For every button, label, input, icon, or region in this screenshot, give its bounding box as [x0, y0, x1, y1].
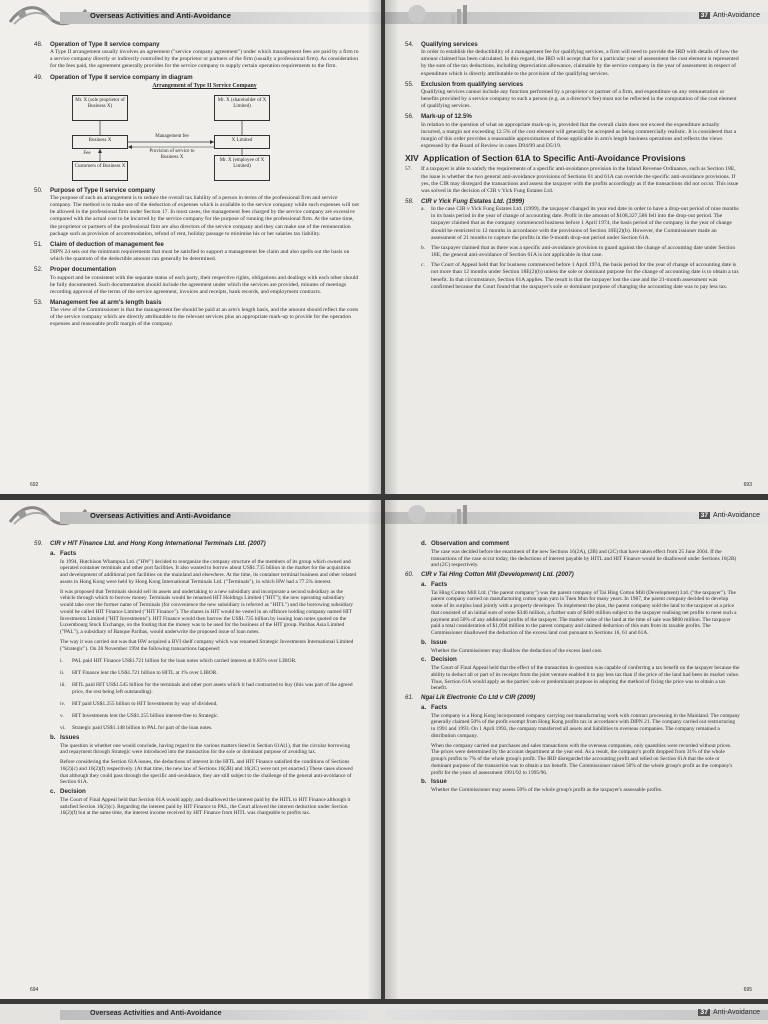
s60-issue-para: Whether the Commissioner may disallow the deduction of the excess land cost.	[431, 647, 603, 654]
decorative-chart-icon	[405, 0, 485, 28]
fee-label: Fee	[83, 150, 91, 156]
page-number: 692	[30, 482, 39, 488]
transaction-item: iv. HIT paid US$1.255 billion to HIT Investments by way of dividend.	[60, 700, 218, 707]
page-694-body	[34, 538, 359, 820]
section-54-text: In order to establish the deductibility of a management fee for qualifying services, a firm will need to provide the IRD with details of how the amount claimed has been calculated. In this regard, the IRD will accept that for a particular year of assessment the cost element is represented by the sum of the tax deductions, including depreciation allowance, claimable by the service company in the year of assessment in respect of expenditure which is directly attributable to the provision of the qualifying services.	[421, 49, 739, 77]
running-header	[0, 500, 381, 530]
section-58b: b. The taxpayer claimed that as there was a specific anti-avoidance provision to guard against the change of accounting date under Section 18E, the general anti-avoidance of Section 61A is not applicable in that case.	[421, 244, 736, 259]
s60-facts-heading: a. Facts	[421, 580, 448, 588]
transactions-list	[60, 658, 359, 732]
s61-issue-heading: b. Issue	[421, 778, 447, 786]
decision-heading: c. Decision	[50, 788, 86, 796]
chapter-label: 37 Anti-Avoidance	[700, 512, 760, 519]
transaction-item: i. PAL paid HIT Finance US$1.721 billion for the loan notes which carried interest at 0.85% over LIBOR.	[60, 657, 297, 664]
s60-decision-heading: c. Decision	[421, 656, 457, 664]
issues-para-1: The question is whether one would conclude, having regard to the various matters listed in Section 61A(1), that the circular borrowing and repayment through Strategic were introduced into the transaction for the sole or dominant purpose of avoiding tax.	[60, 742, 351, 756]
mr-x-shareholder-box: Mr. X (shareholder of X Limited)	[214, 95, 270, 121]
s60-decision-para: The Court of Final Appeal held that the effect of the transaction in question was capable of conferring a tax benefit on the taxpayer because the ability to deduct all or part of its receipts from the joint venture enabled it to pay less tax than if the price of the land had been its market value. Thus, Section 61A would apply as the parties' sole or predominant purpose in adopting the method of fixing the price was to obtain a tax benefit.	[431, 665, 740, 692]
decorative-chart-icon	[405, 500, 485, 528]
page-number: 695	[743, 987, 752, 993]
transaction-item: vi. Strategic paid US$1.148 billion to PAL for part of the loan notes.	[60, 725, 213, 732]
section-52-text: To support and be consistent with the separate status of each party, their respective rights, obligations and dealings with each other should be fully documented. Such documentation should include the agreement under which the services are provided, minutes of meetings recording approval of the terms of the service agreement, invoices and receipts, bank records, and employment contracts.	[50, 274, 359, 295]
diagram-title: Arrangement of Type II Service Company	[152, 82, 257, 89]
management-fee-label: Management fee	[155, 133, 189, 139]
s61-facts-heading: a. Facts	[421, 703, 448, 711]
section-48-text: A Type II arrangement usually involves an agreement ("service company agreement") under which management fees are paid by a firm to a service company directly or indirectly controlled by the proprietor or partners of the firm (usually a professional firm). As consideration for the fees paid, the agreement generally provides for the service company to supply certain operation requirements to the firm.	[50, 49, 359, 70]
observation-para: The case was decided before the enactment of the new Sections 16(2A), (2B) and (2C) that have taken effect from 25 June 2004. If the transactions of the case occur today, the deductions of interest payable by HITL and HIT Finance would be disallowed under Sections 16(2B) and (2C) respectively.	[431, 548, 737, 569]
transaction-item: ii. HIT Finance lent the US$1.721 billion to HITL at 1% over LIBOR.	[60, 669, 218, 676]
section-51-text: DIPN 24 sets out the minimum requirements that must be satisfied to support a management fee claim and also spells out the basis on which the quantum of the deductible amount can generally be determined.	[50, 249, 350, 263]
section-58a: a. In the case CIR v Yick Fung Estates Ltd. (1999), the taxpayer changed its year end date in order to have a drop-out period of nine months in its basis period in the year of change of accounting date. Profit in the amount of $108,327,586 fell into the drop-out period. The taxpayer claimed that as the company commenced business before 1 April 1974, the basis period of the company in the year of change should be restricted to 12 months in accordance with the provisions of Section 18E(2)(b). However, the Commissioner made an assessment of 21 months to capture the profits in the 9-month drop-out period under Section 61A.	[421, 206, 739, 241]
running-head-title: Overseas Activities and Anti-Avoidance	[90, 1010, 222, 1017]
section-51-heading: 51. Claim of deduction of management fee	[34, 240, 164, 248]
s61-issue-para: Whether the Commissioner may assess 50% of the whole group's profit as the taxpayer's assessable profits.	[431, 787, 663, 793]
section-52-heading: 52. Proper documentation	[34, 266, 117, 274]
page-695	[385, 500, 768, 999]
transaction-item: v. HIT Investments lent the US$1.255 billion interest-free to Strategic.	[60, 712, 219, 719]
page-694	[0, 500, 381, 999]
section-59-heading: 59. CIR v HIT Finance Ltd. and Hong Kong International Terminals Ltd. (2007)	[34, 540, 266, 547]
s61-facts-para-2: When the company carried out purchases and sales transactions with the overseas companies, only quantities were recorded without prices. The prices were determined by the account department at the year end. As a result, the company's profit dropped from 31% of the whole group's profits to 7% of the whole group's profit. The IRD disregarded the accounting profit and relied on Section 61A that the sole or dominant purpose of the transaction was to obtain a tax benefit. The Commissioner raised 50% of the whole group's profit as the company's profit for the years of assessment 1991/92 to 1995/96.	[431, 742, 733, 776]
section-50-heading: 50. Purpose of Type II service company	[34, 186, 156, 194]
provision-label: Provision of service to Business X	[149, 148, 195, 160]
section-56-text: In relation to the question of what an appropriate mark-up is, provided that the overall claim does not exceed the expenditure actually incurred, a margin not exceeding 12.5% of the cost element will generally be accepted as being commercially realistic. It is considered that a margin of this order provides a reasonable approximation of those applicable in arm's length business operations and reflects the views expressed by the Board of Review in cases D94/99 and D5/19.	[421, 121, 737, 150]
section-56-heading: 56. Mark-up of 12.5%	[405, 113, 472, 121]
mr-x-employee-box: Mr. X (employee of X Limited)	[214, 155, 270, 181]
x-limited-box: X Limited	[214, 135, 270, 149]
running-head-title: Overseas Activities and Anti-Avoidance	[90, 511, 231, 520]
section-58-heading: 58. CIR v Yick Fung Estates Ltd. (1999)	[405, 197, 525, 205]
section-48-heading: 48. Operation of Type II service company	[34, 41, 160, 48]
section-54-heading: 54. Qualifying services	[405, 41, 478, 48]
page-693-body	[405, 38, 740, 294]
section-53-text: The view of the Commissioner is that the management fee should be paid at an arm's length basis, and the amount should reflect the costs of the service company which are directly attributable to the relevant services plus an appropriate mark-up to provide for the operation expenses and reasonable profit margin of the company.	[50, 307, 359, 328]
running-header	[385, 500, 768, 530]
facts-para-3: The way it was carried out was that HW acquired a BVI shelf company which was renamed Strategic Investments International Limited ("Strategic"). On 28 November 1994 the following transactions happened:	[60, 638, 354, 652]
facts-heading: a. Facts	[50, 549, 77, 557]
section-61-heading: 61. Ngai Lik Electronic Co Ltd v CIR (2009)	[405, 694, 536, 701]
running-header	[385, 0, 768, 30]
running-head-title: Overseas Activities and Anti-Avoidance	[90, 11, 231, 20]
page-number: 694	[30, 987, 39, 993]
chapter-number: 37	[700, 512, 709, 519]
section-53-heading: 53. Management fee at arm's length basis	[34, 298, 162, 306]
page-693	[385, 0, 768, 494]
transaction-item: iii. HITL paid HIT US$1.545 billion for the terminals and other port assets which it had contracted to buy (this was part of the agreed price, the rest being left outstanding).	[60, 681, 353, 695]
page-692-body	[34, 38, 359, 332]
business-x-box: Business X	[72, 135, 128, 149]
section-58c: c. The Court of Appeal held that for business commenced before 1 April 1974, the basis period for the year of change of accounting date is not more than 12 months under Section 18E(2)(b) unless the sole or dominant purpose for the change of accounting date is to obtain a tax benefit. In that circumstance, Section 61A applies. The result is that the taxpayer lost the case and the 21-month assessment was confirmed because the Court found that the taxpayer's sole or dominant purpose of changing the accounting date was to pay less tax.	[421, 262, 739, 290]
chapter-label: 37 Anti-Avoidance	[700, 12, 760, 19]
facts-para-2: It was proposed that Terminals should sell its assets and undertaking to a new subsidiary and incorporate a second subsidiary as the vehicle through which to borrow money. Terminals would be renamed HIT Holdings Limited ("HIT"); the new operating subsidiary would take over the former name of Terminals (for convenience the new subsidiary is referred as "HITL") and the borrowing subsidiary would be called HIT Finance Limited ("HIT Finance"). The shares in HIT would be vested in an offshore holding company named HIT Investments Limited ("HIT Investments"). HIT Finance would then borrow the US$1.735 billion by issuing loan notes quoted on the Luxembourg Stock Exchange, on the footing that the money was to be used for the business of the HIT group. Paribas Asia Limited ("PAL"), a subsidiary of Banque Paribas, would underwrite the proposed issue of loan notes.	[60, 588, 354, 635]
section-60-heading: 60. CIR v Tai Hing Cotton Mill (Development) Ltd. (2007)	[405, 571, 574, 578]
s61-facts-para-1: The company is a Hong Kong incorporated company carrying out manufacturing work with contract processing in the Mainland. The company generally claimed 50% of the profit exempt from Hong Kong profits tax in accordance with DIPN 21. The company carried out restructuring in 1991 and 1993. On 1 April 1993, the company transferred all assets and liabilities to overseas companies. The company remained a distribution company.	[431, 712, 740, 739]
observation-heading: d. Observation and comment	[421, 540, 510, 547]
s60-facts-para: Tai Hing Cotton Mill Ltd. ("the parent company") was the parent company of Tai Hing Cotton Mill (Development) Ltd. ("the taxpayer"). The parent company carried on manufacturing cotton spun yarn in Tuen Mun for many years. In 1987, the parent company decided to develop some of its surplus land jointly with a property developer. To implement the plan, the parent company sold the land to the taxpayer at a price that consisted of an initial sum of some $346 million, a further sum of $400 million subject to the taxpayer realising net profits to meet such a payment and 50% of any additional profits of the taxpayer. The market value of the land at the time of sale was $800 million. The taxpayer paid a total consideration of $1,094 million to the parent company and claimed deduction of this sum from its taxable profits. The Commissioner disallowed the deduction of the excess land cost pursuant to Sections 16, 61 and 61A.	[431, 589, 737, 636]
section-57-text: 57. If a taxpayer is able to satisfy the requirements of a specific anti-avoidance provision in the Inland Revenue Ordinance, such as Section 18E, the issue is whether the two general anti-avoidance provisions of Sections 61 and 61A can override the specific anti-avoidance provisions. If yes, the CIR may disregard the transactions and assess the taxpayer with the profits accordingly as if the transactions did not occur. This issue was solved in the decision of CIR v Yick Fung Estates Ltd.	[405, 166, 739, 194]
mr-x-proprietor-box: Mr. X (sole proprietor of Business X)	[72, 95, 128, 121]
chapter-label: 37 Anti-Avoidance	[700, 1009, 760, 1016]
page-695-body	[405, 538, 740, 797]
customers-box: Customers of Business X	[72, 161, 128, 181]
decision-para: The Court of Final Appeal held that Section 61A would apply, and disallowed the interest paid by the HITL to HIT Finance although it satisfied Section 16(2)(c). Regarding the interest paid by HIT Finance to PAL, the Court allowed the interest deduction under Section 16(2)(f) but at the same time, the interest income received by HIT Finance from HITL was chargeable to profits tax.	[60, 796, 351, 817]
issues-heading: b. Issues	[50, 733, 80, 741]
page-number: 693	[743, 482, 752, 488]
section-55-heading: 55. Exclusion from qualifying services	[405, 80, 524, 88]
next-spread-strip	[0, 1004, 768, 1024]
section-55-text: Qualifying services cannot include any function performed by a proprietor or partner of a firm, and expenditure on any remuneration or benefits provided by a service company to such a person (e.g. as a director's fee) must not be reflected in the computation of the cost element of qualifying services.	[421, 88, 737, 110]
section-49-heading: 49. Operation of Type II service company in diagram	[34, 73, 193, 81]
chapter-number: 37	[700, 12, 709, 19]
service-company-diagram	[50, 83, 359, 183]
chapter-number: 37	[700, 1009, 709, 1016]
facts-para-1: In 1994, Hutchison Whampoa Ltd. ("HW") decided to reorganize the company structure of the members of its group which owned and operated container terminals and other port facilities. It also wanted to borrow about US$1.735 billion in the market for the acquisition and development of additional port facilities on the mainland and elsewhere. At the time, its container terminal business and other related assets in Hong Kong were held by Hong Kong International Terminals Ltd. ("Terminals"), in which HW had a 77.5% interest.	[60, 558, 357, 585]
s60-issue-heading: b. Issue	[421, 638, 447, 646]
page-692	[0, 0, 381, 494]
section-50-text: The purpose of such an arrangement is to reduce the overall tax liability of a person in terms of the professional firm and service company. The method is to make use of the deduction of expenses which is available to the service company while such expenses will not be allowed in the professional firm under Section 17. In most cases, the management fees charged by the service company are excessive compared with the actual cost to be incurred by the service company for the purpose of running the professional firm. At the same time, the proprietor or partners of the professional firm are also directors of the service company and they can make use of the remuneration package such as provision of accommodation, refund of rent, holiday passage to minimise his or her salaries tax liability.	[50, 194, 359, 237]
running-header	[0, 0, 381, 30]
issues-para-2: Before considering the Section 61A issues, the deductions of interest in the HITL and HIT Finance satisfied the conditions of Sections 16(2)(c) and 16(2)(f) respectively. (At that time, the new law of Sections 16(2B) and 16(2C) were not yet enacted.) These cases showed that although they could pass through the specific anti-avoidance, they are still subject to the challenge of the general anti-avoidance of Section 61A.	[60, 759, 353, 786]
section-xiv-heading: XIV Application of Section 61A to Specific Anti-Avoidance Provisions	[405, 153, 686, 164]
diagram-arrows	[50, 83, 310, 183]
